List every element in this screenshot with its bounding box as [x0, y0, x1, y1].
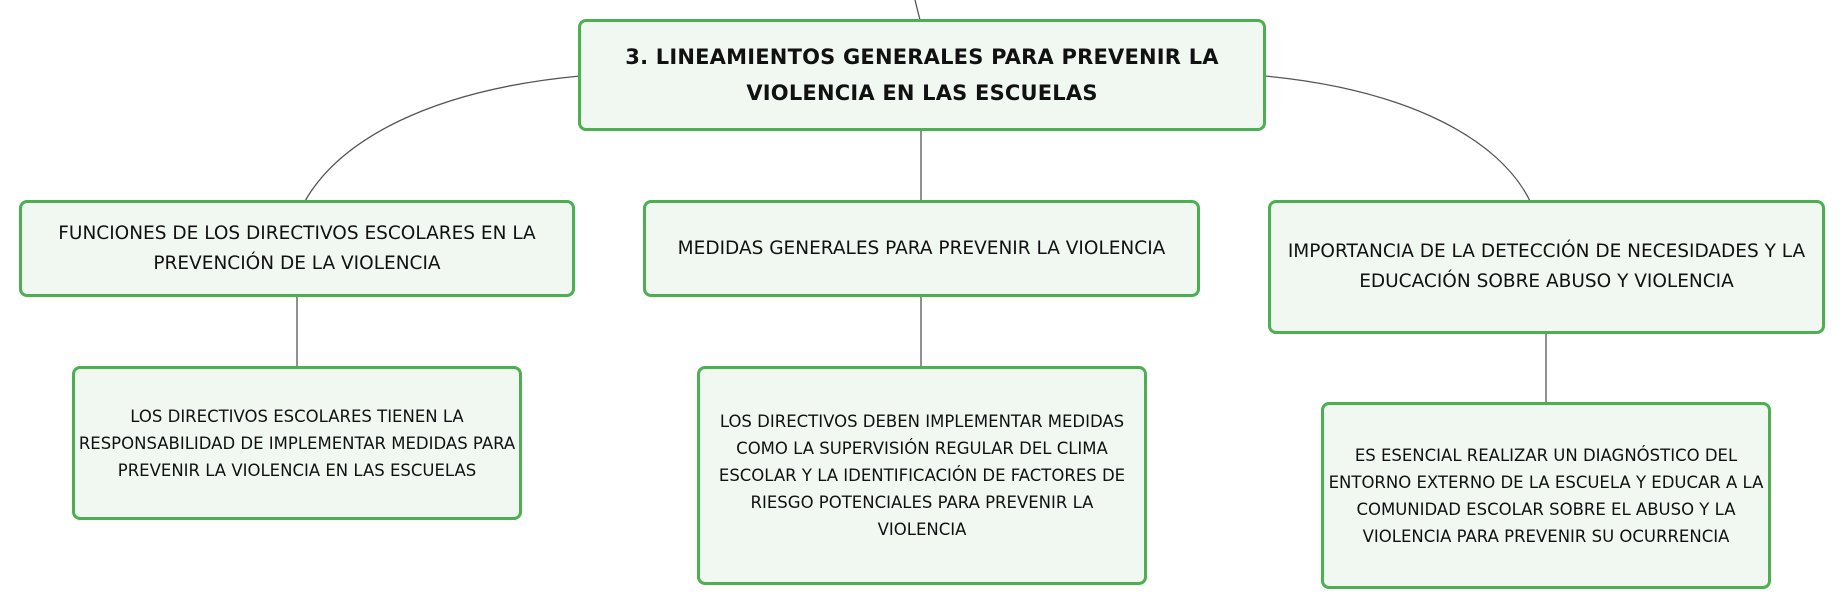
root-node[interactable]	[578, 19, 1266, 131]
detail-node-importance[interactable]	[1321, 402, 1771, 589]
connector-parent-to-root	[915, 0, 920, 20]
detail-text: ES ESENCIAL REALIZAR UN DIAGNÓSTICO DEL ENTORNO EXTERNO DE LA ESCUELA Y EDUCAR A LA COMUNIDAD ESCOLAR SOBRE EL ABUSO Y LA VIOLENCIA PARA PREVENIR SU OCURRENCIA	[1328, 445, 1764, 546]
detail-node-measures[interactable]	[697, 366, 1147, 585]
detail-node-functions[interactable]	[72, 366, 522, 520]
topic-node-importance[interactable]	[1268, 200, 1825, 334]
topic-label: MEDIDAS GENERALES PARA PREVENIR LA VIOLENCIA	[677, 237, 1166, 259]
connector-root-to-topic-1	[305, 76, 580, 201]
topic-node-functions[interactable]	[19, 200, 575, 297]
topic-label: IMPORTANCIA DE LA DETECCIÓN DE NECESIDADES Y LA EDUCACIÓN SOBRE ABUSO Y VIOLENCIA	[1287, 241, 1806, 292]
topic-node-measures[interactable]	[643, 200, 1200, 297]
connector-root-to-topic-3	[1265, 76, 1530, 201]
detail-text: LOS DIRECTIVOS ESCOLARES TIENEN LA RESPONSABILIDAD DE IMPLEMENTAR MEDIDAS PARA PREVENIR LA VIOLENCIA EN LAS ESCUELAS	[78, 406, 516, 480]
detail-text: LOS DIRECTIVOS DEBEN IMPLEMENTAR MEDIDAS COMO LA SUPERVISIÓN REGULAR DEL CLIMA ESCOLAR Y LA IDENTIFICACIÓN DE FACTORES DE RIESGO POTENCIALES PARA PREVENIR LA VIOLENCIA	[718, 412, 1126, 539]
topic-label: FUNCIONES DE LOS DIRECTIVOS ESCOLARES EN LA PREVENCIÓN DE LA VIOLENCIA	[58, 222, 536, 274]
root-title: 3. LINEAMIENTOS GENERALES PARA PREVENIR LA VIOLENCIA EN LAS ESCUELAS	[625, 45, 1219, 105]
